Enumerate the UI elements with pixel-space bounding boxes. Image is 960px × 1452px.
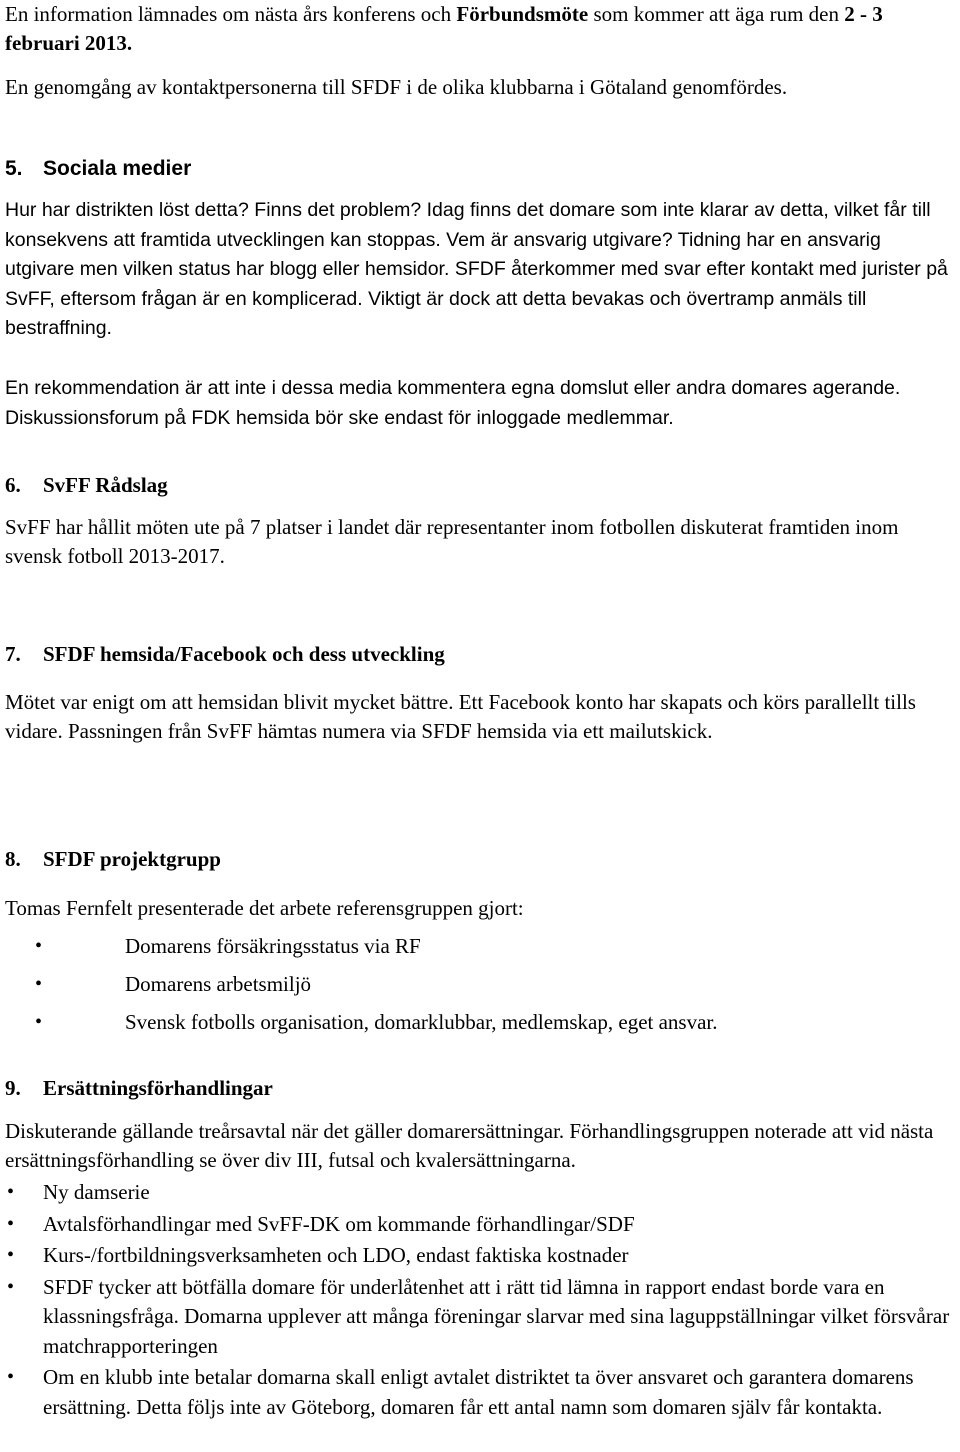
list-item-text: Kurs-/fortbildningsverksamheten och LDO, endast faktiska kostnader (43, 1243, 629, 1267)
section-5-paragraph: Hur har distrikten löst detta? Finns det problem? Idag finns det domare som inte klarar av detta, vilket får till konsekvens att framtida utvecklingen kan stoppas. Vem är ansvarig utgivare? Tidning har en ansvarig utgivare men vilken status har blogg eller hemsidor. SFDF återkommer med svar efter kontakt med jurister på SvFF, eftersom frågan är en komplicerad. Viktigt är dock att detta bevakas och övertramp anmäls till bestraffning. (5, 199, 948, 339)
section-5-heading (5, 154, 955, 184)
list-item-text: Avtalsförhandlingar med SvFF-DK om kommande förhandlingar/SDF (43, 1211, 635, 1236)
section-8-heading (5, 845, 955, 874)
bullet-icon: • (35, 973, 43, 995)
list-item (5, 1210, 955, 1240)
section-title: SFDF projektgrupp (43, 847, 221, 871)
intro-paragraph-2: En genomgång av kontaktpersonerna till SFDF i de olika klubbarna i Götaland genomfördes. (5, 75, 788, 99)
section-number: 7. (5, 642, 21, 666)
intro-bold-date: 2 - 3 februari 2013. (5, 2, 883, 55)
list-item (5, 932, 955, 970)
section-7-paragraph: Mötet var enigt om att hemsidan blivit mycket bättre. Ett Facebook konto har skapats och körs parallellt tills vidare. Passningen från SvFF hämtas numera via SFDF hemsida via ett mailutskick. (5, 690, 916, 743)
section-7-heading (5, 640, 955, 669)
list-item-text: Domarens arbetsmiljö (125, 972, 312, 996)
section-number: 8. (5, 847, 21, 871)
list-item-text: Ny damserie (43, 1180, 150, 1204)
section-9-list (5, 1178, 955, 1424)
section-number: 9. (5, 1076, 21, 1100)
list-item (5, 1273, 955, 1362)
list-item-text: SFDF tycker att bötfälla domare för underlåtenhet att i rätt tid lämna in rapport endast borde vara en klassningsfråga. Domarna upplever att många föreningar slarvar med sina laguppställningar vilket försvårar matchrapporteringen (43, 1274, 950, 1358)
list-item-text: Om en klubb inte betalar domarna skall enligt avtalet distriktet ta över ansvaret och garantera domarens ersättning. Detta följs inte av Göteborg, domaren får ett antal namn som domaren själv får kontakta. (43, 1365, 914, 1419)
section-9-heading (5, 1074, 955, 1103)
bullet-icon: • (7, 1366, 15, 1388)
section-5-paragraph-2: En rekommendation är att inte i dessa media kommentera egna domslut eller andra domares agerande. Diskussionsforum på FDK hemsida bör ske endast för inloggade medlemmar. (5, 377, 901, 429)
bullet-icon: • (7, 1212, 15, 1235)
section-title: Sociala medier (43, 157, 192, 180)
bullet-icon: • (7, 1275, 15, 1298)
bullet-icon: • (7, 1181, 15, 1203)
bullet-icon: • (7, 1244, 15, 1266)
intro-bold-forbundsmote: Förbundsmöte (456, 2, 589, 26)
section-title: SFDF hemsida/Facebook och dess utveckling (43, 642, 445, 666)
intro-text: En information lämnades om nästa års konferens och (5, 2, 457, 26)
bullet-icon: • (35, 1011, 43, 1033)
intro-paragraph (5, 0, 955, 58)
section-6-paragraph: SvFF har hållit möten ute på 7 platser i landet där representanter inom fotbollen diskuterat framtiden inom svensk fotboll 2013-2017. (5, 515, 899, 568)
list-item-text: Domarens försäkringsstatus via RF (125, 934, 421, 958)
list-item (5, 1241, 955, 1271)
bullet-icon: • (35, 935, 43, 957)
section-number: 6. (5, 473, 21, 497)
section-9-paragraph: Diskuterande gällande treårsavtal när det gäller domarersättningar. Förhandlingsgruppen noterade att vid nästa ersättningsförhandling se över div III, futsal och kvalersättningarna. (5, 1119, 934, 1172)
list-item (5, 1178, 955, 1208)
intro-text-2: som kommer att äga rum den (588, 2, 845, 26)
list-item-text: Svensk fotbolls organisation, domarklubbar, medlemskap, eget ansvar. (125, 1010, 718, 1034)
section-title: Ersättningsförhandlingar (43, 1076, 273, 1100)
section-number: 5. (5, 157, 23, 180)
list-item (5, 1363, 955, 1422)
section-6-heading (5, 471, 955, 500)
list-item (5, 970, 955, 1008)
section-8-list (5, 932, 955, 1046)
section-title: SvFF Rådslag (43, 473, 168, 497)
list-item (5, 1008, 955, 1046)
section-8-paragraph: Tomas Fernfelt presenterade det arbete referensgruppen gjort: (5, 896, 524, 920)
